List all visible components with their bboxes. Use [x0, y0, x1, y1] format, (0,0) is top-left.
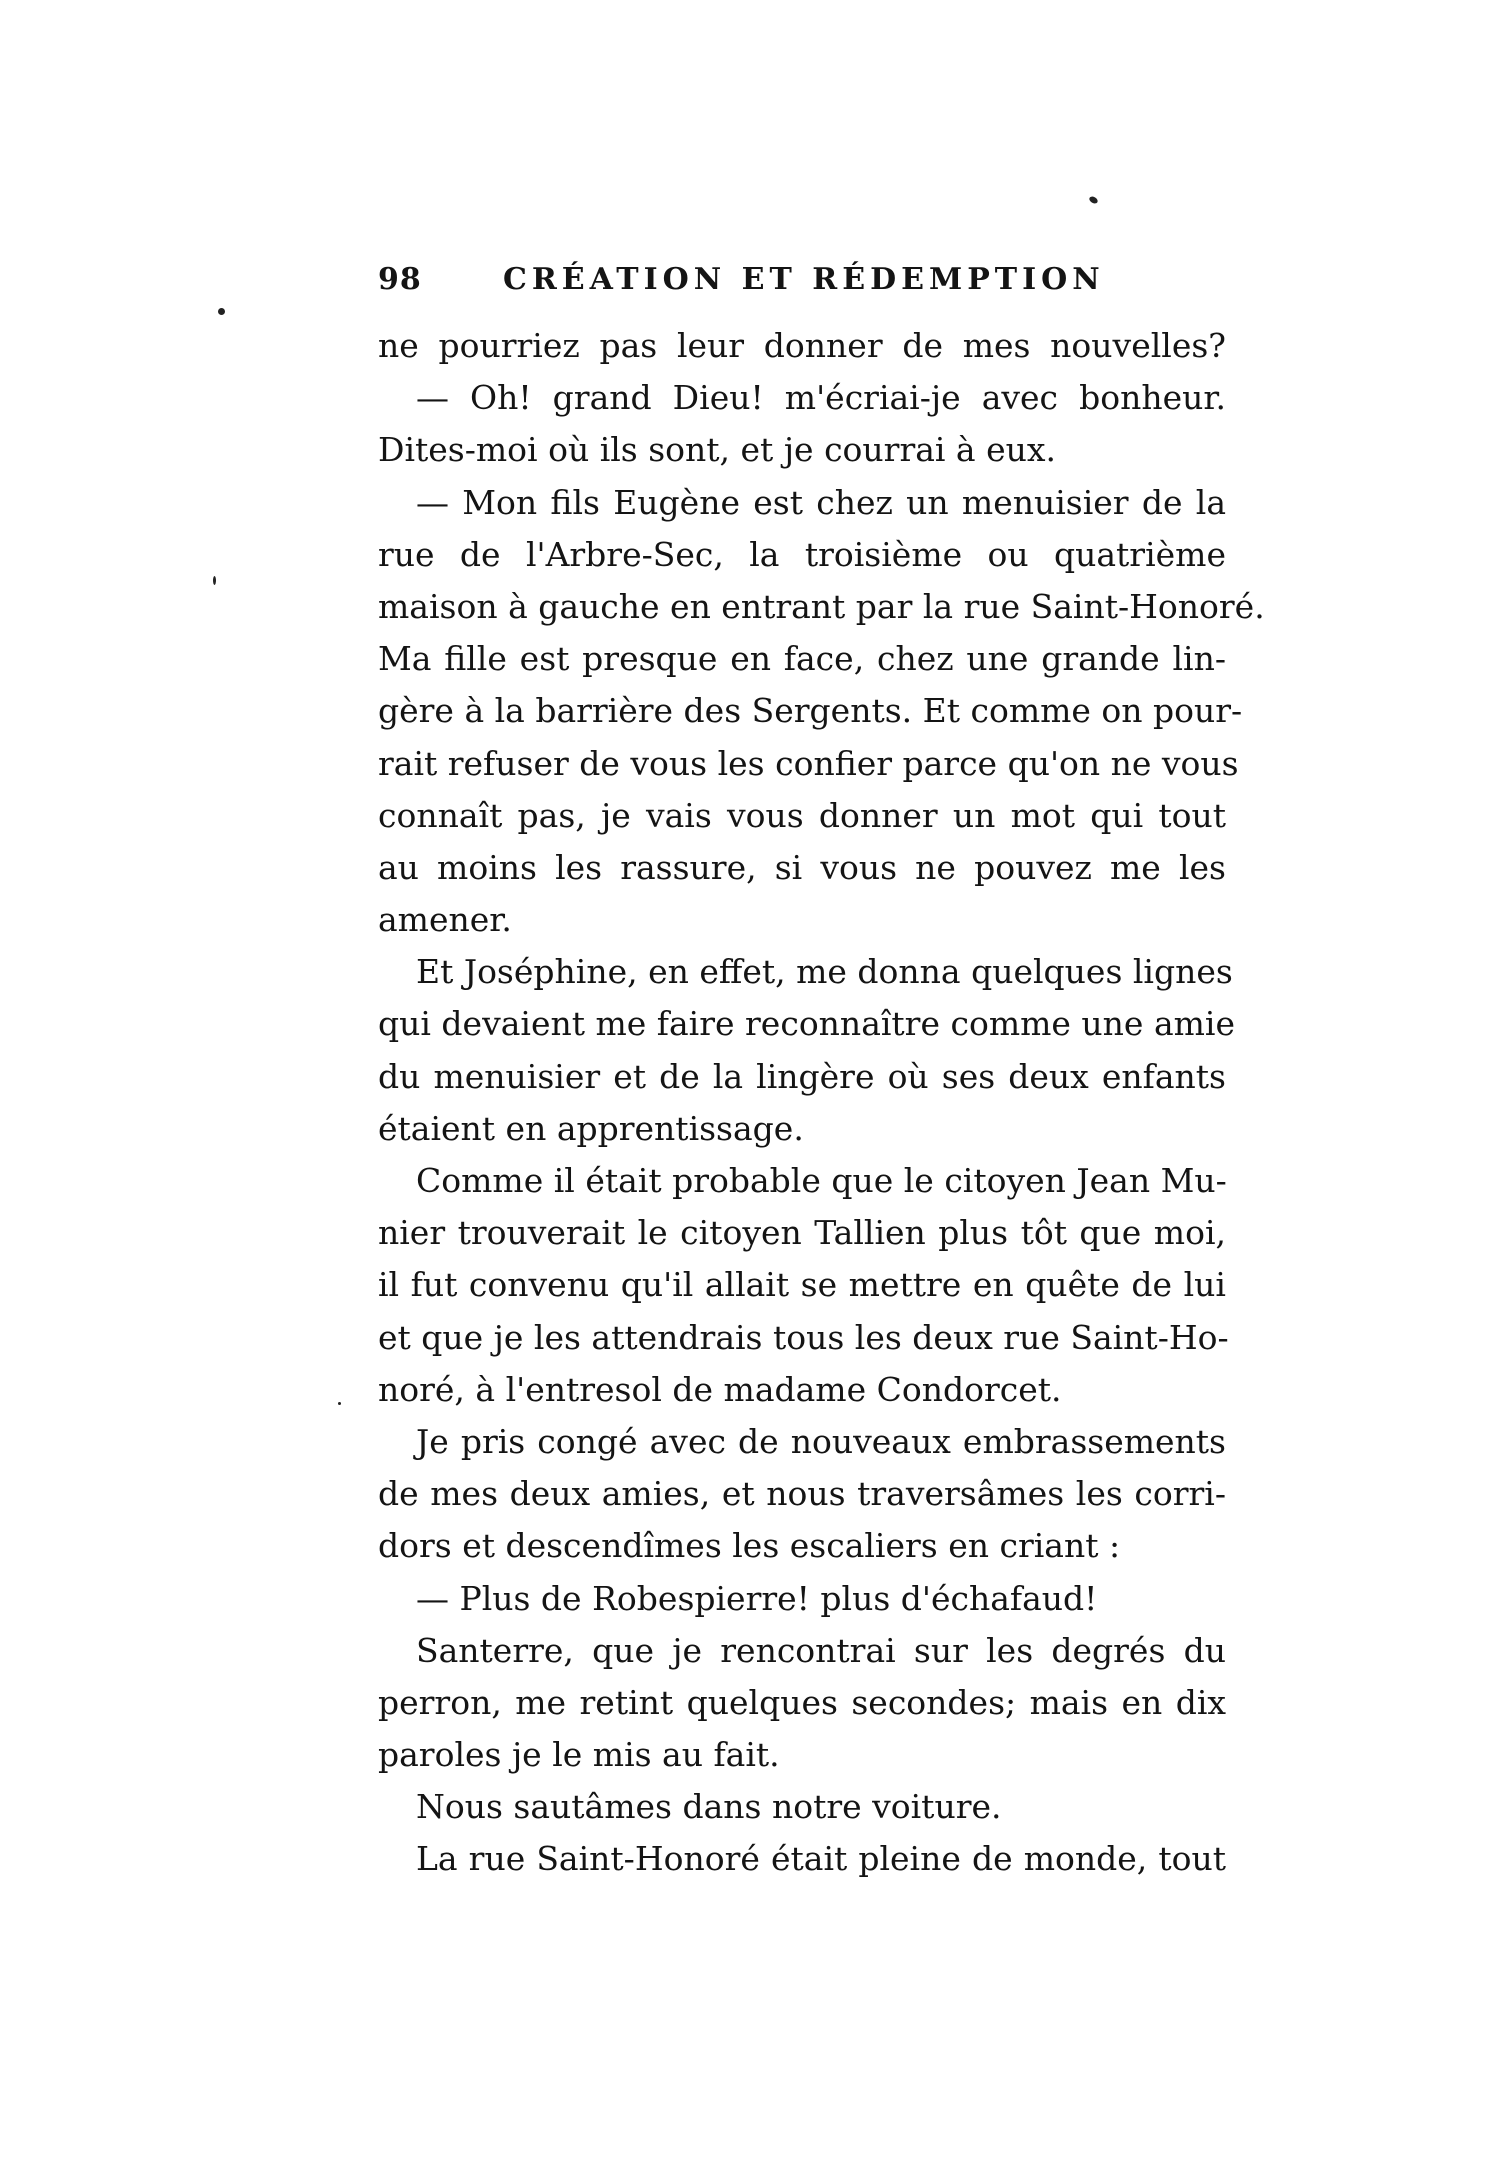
text-line: Et Joséphine, en effet, me donna quelques lignes: [416, 952, 1233, 992]
text-line: paroles je le mis au fait.: [378, 1735, 780, 1775]
print-speck: [338, 1402, 341, 1405]
text-line: Ma fille est presque en face, chez une grande lin-: [378, 639, 1226, 679]
running-head: [378, 262, 1228, 302]
print-speck: [1088, 195, 1099, 205]
text-line: — Plus de Robespierre! plus d'échafaud!: [416, 1578, 1098, 1618]
running-title: CRÉATION ET RÉDEMPTION: [503, 262, 1105, 297]
text-line: Santerre, que je rencontrai sur les degrés du: [416, 1630, 1226, 1670]
text-line: perron, me retint quelques secondes; mais en dix: [378, 1682, 1226, 1722]
text-line: noré, à l'entresol de madame Condorcet.: [378, 1369, 1062, 1409]
text-line: Je pris congé avec de nouveaux embrassements: [416, 1421, 1226, 1461]
text-line: du menuisier et de la lingère où ses deux enfants: [378, 1056, 1226, 1096]
text-line: de mes deux amies, et nous traversâmes les corri-: [378, 1474, 1226, 1514]
print-speck: [218, 308, 225, 315]
text-line: rait refuser de vous les confier parce qu'on ne vous: [378, 743, 1239, 783]
text-line: Nous sautâmes dans notre voiture.: [416, 1787, 1002, 1827]
print-speck: [213, 576, 216, 585]
text-line: — Oh! grand Dieu! m'écriai-je avec bonheur.: [416, 378, 1226, 418]
text-line: et que je les attendrais tous les deux rue Saint-Ho-: [378, 1317, 1229, 1357]
text-line: qui devaient me faire reconnaître comme une amie: [378, 1004, 1236, 1044]
text-line: il fut convenu qu'il allait se mettre en quête de lui: [378, 1265, 1226, 1305]
text-line: gère à la barrière des Sergents. Et comme on pour-: [378, 691, 1243, 731]
text-line: dors et descendîmes les escaliers en criant :: [378, 1526, 1121, 1566]
text-line: nier trouverait le citoyen Tallien plus tôt que moi,: [378, 1213, 1226, 1253]
text-line: connaît pas, je vais vous donner un mot qui tout: [378, 795, 1226, 835]
page-number: 98: [378, 262, 422, 297]
body-text: [378, 320, 1265, 1886]
text-line: rue de l'Arbre-Sec, la troisième ou quatrième: [378, 534, 1226, 574]
text-line: maison à gauche en entrant par la rue Saint-Honoré.: [378, 586, 1265, 626]
text-line: Comme il était probable que le citoyen Jean Mu-: [416, 1161, 1227, 1200]
text-line: au moins les rassure, si vous ne pouvez me les: [378, 847, 1226, 887]
text-line: Dites-moi où ils sont, et je courrai à eux.: [378, 430, 1056, 470]
text-line: étaient en apprentissage.: [378, 1108, 804, 1148]
text-line: — Mon fils Eugène est chez un menuisier de la: [416, 482, 1226, 522]
text-line: ne pourriez pas leur donner de mes nouvelles?: [378, 326, 1226, 365]
text-line: La rue Saint-Honoré était pleine de monde, tout: [416, 1839, 1226, 1879]
text-line: amener.: [378, 900, 512, 940]
